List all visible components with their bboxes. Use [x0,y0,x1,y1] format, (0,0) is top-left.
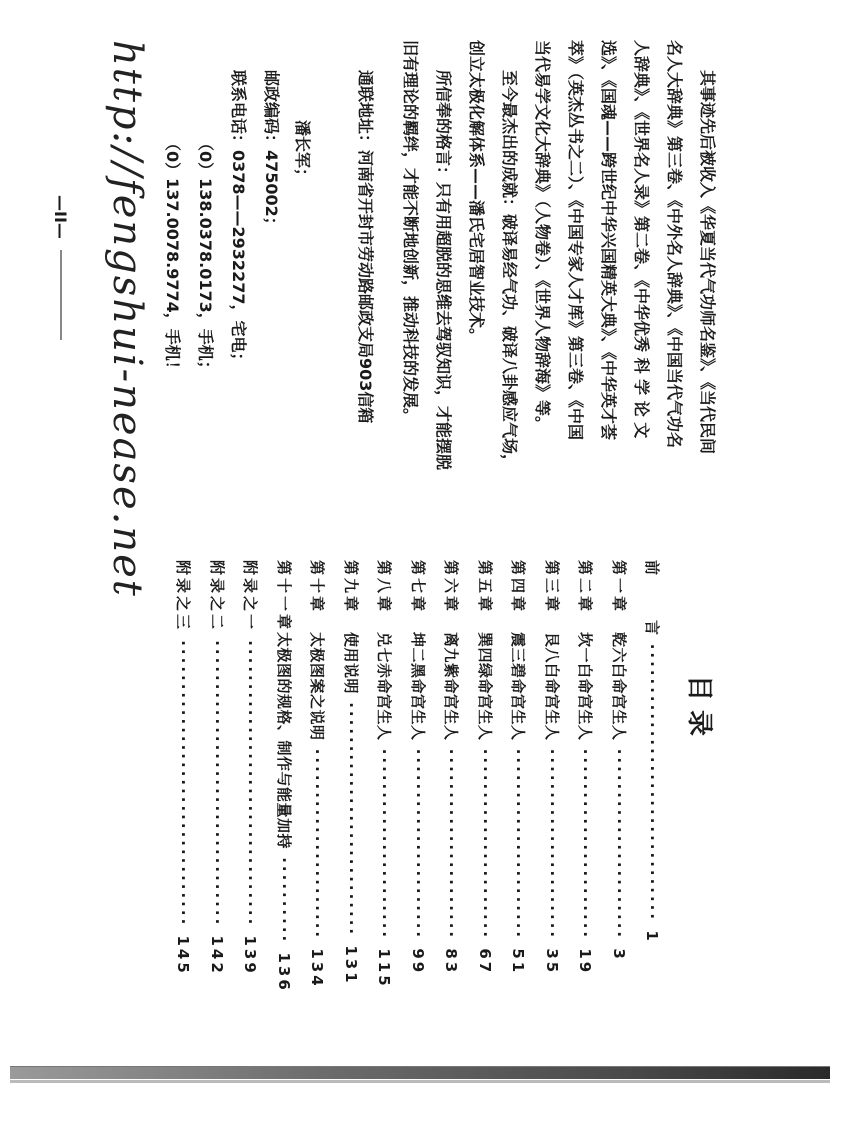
toc-chapter: 第八章 [375,560,393,615]
toc-page-number: 83 [442,948,460,976]
toc-title-text: 坎一白命宫生人 [576,632,594,741]
toc-chapter: 前 [643,560,661,576]
toc-entry [274,560,294,993]
toc-title-text: 太极图的规格、制作与能量加持 [274,632,293,850]
toc-page-number: 99 [408,948,427,976]
bio-line: 邮政编码：475002； [262,70,281,233]
toc-leader: ································ [643,635,661,931]
toc-chapter: 第五章 [475,560,494,615]
toc-leader: ································· [174,632,192,936]
toc-page-number: 51 [509,948,527,976]
toc-title-text: 坤二黑命宫生人 [408,632,427,741]
toc-title-text: 艮八白命宫生人 [542,632,561,741]
toc-entry [575,560,595,975]
toc-entry [508,560,528,975]
toc-page-number: 1 [643,930,661,944]
toc-leader: ································· [207,632,226,936]
toc-page-number: 136 [274,952,293,993]
bio-line: 人辞典》、《世界名人录》第二卷、《中华优秀 科 学 论 文 [632,40,651,439]
toc-leader: ······················ [408,740,427,949]
toc-leader: ······················ [475,740,494,949]
toc-page-number: 35 [542,948,561,976]
toc-chapter: 第七章 [408,560,427,615]
toc-entry [240,560,260,976]
toc-page-number: 139 [241,935,259,976]
toc-chapter: 第三章 [542,560,561,615]
bio-line: 至今最杰出的成就：破译易经气功、破译八卦感应气场， [500,70,519,471]
bio-line: 联系电话：0378——2932277，宅电； [229,70,248,369]
bio-line: 所信奉的格言：只有用超脱的思维去驾驭知识，才能摆脱 [434,70,453,471]
toc-leader: ······················ [609,740,628,949]
toc-entry [542,560,562,975]
bio-line: 旧有理论的羁绊，才能不断地创新，推动科技的发展。 [401,40,420,425]
toc-chapter: 第六章 [442,560,460,615]
toc-chapter: 第一章 [609,560,628,615]
toc-leader: ·········· [274,849,293,953]
toc-page-number: 131 [341,945,360,986]
bio-line: 通联地址：河南省开封市劳动路邮政支局903信箱 [356,70,375,424]
toc-leader: ······················ [375,740,393,949]
toc-title-text: 言 [643,620,661,636]
toc-title-text: 太极图案之说明 [308,632,326,741]
toc-title: 目 录 [684,675,714,737]
toc-entry [475,560,495,975]
bio-line: 萃》（英杰丛书之二）、《中国专家人才库》第三卷、《中国 [566,40,585,441]
toc-chapter: 第十章 [308,560,326,615]
toc-leader: ······················ [308,740,326,949]
scan-edge-line [10,1080,830,1083]
page-number: —II— [51,195,70,239]
toc-title-text: 兑七赤命宫生人 [375,632,393,741]
toc-leader: ······················ [509,740,527,949]
toc-title-text: 巽四绿命宫生人 [475,632,494,741]
toc-title-text: 离九紫命宫生人 [442,632,460,741]
bio-line: 其事迹先后被收入《华夏当代气功师名鉴》、《当代民间 [698,70,717,455]
toc-title-text: 使用说明 [341,632,360,695]
toc-chapter: 附录之一 [241,560,259,633]
toc-chapter: 第四章 [509,560,527,615]
bio-line: （0）138.0378.0173，手机； [196,135,215,377]
bio-line: 名人大辞典》第三卷、《中外名人辞典》、《中国当代气功名 [665,40,684,449]
toc-chapter: 第九章 [341,560,360,615]
toc-page-number: 19 [576,948,594,976]
toc-leader: ································· [241,632,259,936]
toc-entry [374,560,394,989]
bio-line: 当代易学文化大辞典》（人物卷）、《世界人物辞海》等。 [533,40,552,433]
toc-page-number: 142 [207,935,226,976]
toc-entry [441,560,461,975]
toc-title-text: 震三碧命宫生人 [509,632,527,741]
handwritten-url: http://fengshui-nease.net [104,40,150,598]
toc-entry [642,560,662,944]
toc-chapter: 第十一章 [274,560,293,633]
toc-leader: ······················ [542,740,561,949]
toc-entry [609,560,629,962]
toc-leader: ······················ [442,740,460,949]
pen-stroke [60,250,62,340]
bio-line: 潘长军； [293,120,312,185]
toc-page-number: 115 [375,948,393,989]
toc-entry [173,560,193,976]
toc-entry [307,560,327,989]
toc-leader: ··························· [341,694,360,946]
toc-entry [408,560,428,975]
toc-page-number: 3 [609,948,628,962]
toc-page-number: 145 [174,935,192,976]
toc-chapter: 附录之二 [207,560,226,633]
bio-line: 选》、《国魂——跨世纪中华兴国精英大典》、《中华英才荟 [599,40,618,441]
toc-leader: ······················ [576,740,594,949]
scan-edge-shadow [10,1066,830,1079]
toc-chapter: 第二章 [576,560,594,615]
toc-page-number: 134 [308,948,326,989]
toc-entry [341,560,361,986]
toc-page-number: 67 [475,948,494,976]
bio-line: （0）137.0078.9774，手机！ [163,135,182,377]
bio-line: 创立太极化解体系——潘氏宅居智业技术。 [467,40,486,345]
toc-title-text: 乾六白命宫生人 [609,632,628,741]
toc-entry [207,560,227,976]
toc-chapter: 附录之三 [174,560,192,633]
